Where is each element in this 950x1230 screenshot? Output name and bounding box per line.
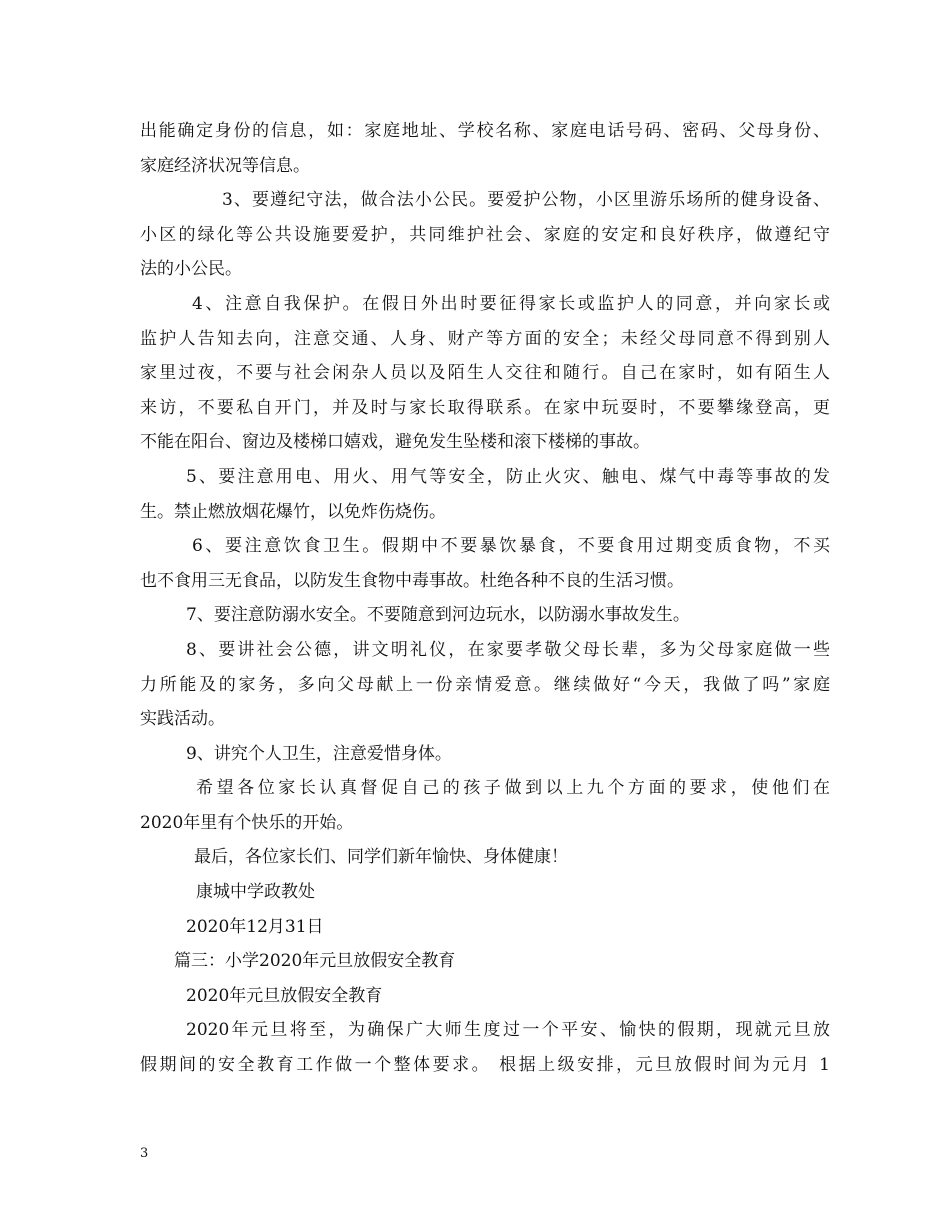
text-line: 希望各位家长认真督促自己的孩子做到以上九个方面的要求，使他们在	[196, 778, 830, 799]
text-line: 家庭经济状况等信息。	[140, 155, 310, 176]
text-line: 2020年元旦放假安全教育	[186, 985, 383, 1006]
text-line: 出能确定身份的信息，如：家庭地址、学校名称、家庭电话号码、密码、父母身份、	[140, 121, 830, 141]
text-line: 2020年里有个快乐的开始。	[140, 812, 354, 833]
page-number: 3	[140, 1146, 149, 1161]
text-line: 8、要讲社会公德，讲文明礼仪，在家要孝敬父母长辈，多为父母家庭做一些	[186, 639, 830, 660]
text-line: 假期间的安全教育工作做一个整体要求。 根据上级安排，元旦放假时间为元月 1	[140, 1055, 830, 1076]
text-line: 6、要注意饮食卫生。假期中不要暴饮暴食，不要食用过期变质食物，不买	[192, 536, 830, 557]
text-line: 也不食用三无食品，以防发生食物中毒事故。杜绝各种不良的生活习惯。	[140, 570, 684, 591]
text-line: 3、要遵纪守法，做合法小公民。要爱护公物，小区里游乐场所的健身设备、	[222, 190, 830, 211]
text-line: 小区的绿化等公共设施要爱护，共同维护社会、家庭的安定和良好秩序，做遵纪守	[140, 224, 830, 245]
text-line: 康城中学政教处	[196, 882, 315, 903]
text-line: 家里过夜，不要与社会闲杂人员以及陌生人交往和随行。自己在家时，如有陌生人	[140, 363, 830, 384]
text-line: 4、注意自我保护。在假日外出时要征得家长或监护人的同意，并向家长或	[192, 293, 830, 314]
text-line: 实践活动。	[140, 709, 225, 730]
text-line: 篇三：小学2020年元旦放假安全教育	[174, 951, 456, 972]
text-line: 9、讲究个人卫生，注意爱惜身体。	[186, 743, 452, 764]
text-line: 2020年12月31日	[186, 916, 324, 937]
body-text	[140, 114, 830, 1083]
text-line: 2020年元旦将至，为确保广大师生度过一个平安、愉快的假期，现就元旦放	[186, 1020, 830, 1041]
text-line: 不能在阳台、窗边及楼梯口嬉戏，避免发生坠楼和滚下楼梯的事故。	[140, 432, 650, 453]
text-line: 7、要注意防溺水安全。不要随意到河边玩水，以防溺水事故发生。	[186, 605, 690, 626]
text-line: 力所能及的家务，多向父母献上一份亲情爱意。继续做好“今天，我做了吗”家庭	[140, 674, 830, 695]
text-line: 来访，不要私自开门，并及时与家长取得联系。在家中玩耍时，不要攀缘登高，更	[140, 397, 830, 418]
text-line: 法的小公民。	[140, 259, 242, 280]
text-line: 监护人告知去向，注意交通、人身、财产等方面的安全；未经父母同意不得到别人	[140, 328, 830, 349]
text-line: 5、要注意用电、用火、用气等安全，防止火灾、触电、煤气中毒等事故的发	[186, 466, 830, 487]
text-line: 最后，各位家长们、同学们新年愉快、身体健康！	[194, 847, 568, 868]
text-line: 生。禁止燃放烟花爆竹，以免炸伤烧伤。	[140, 501, 446, 522]
